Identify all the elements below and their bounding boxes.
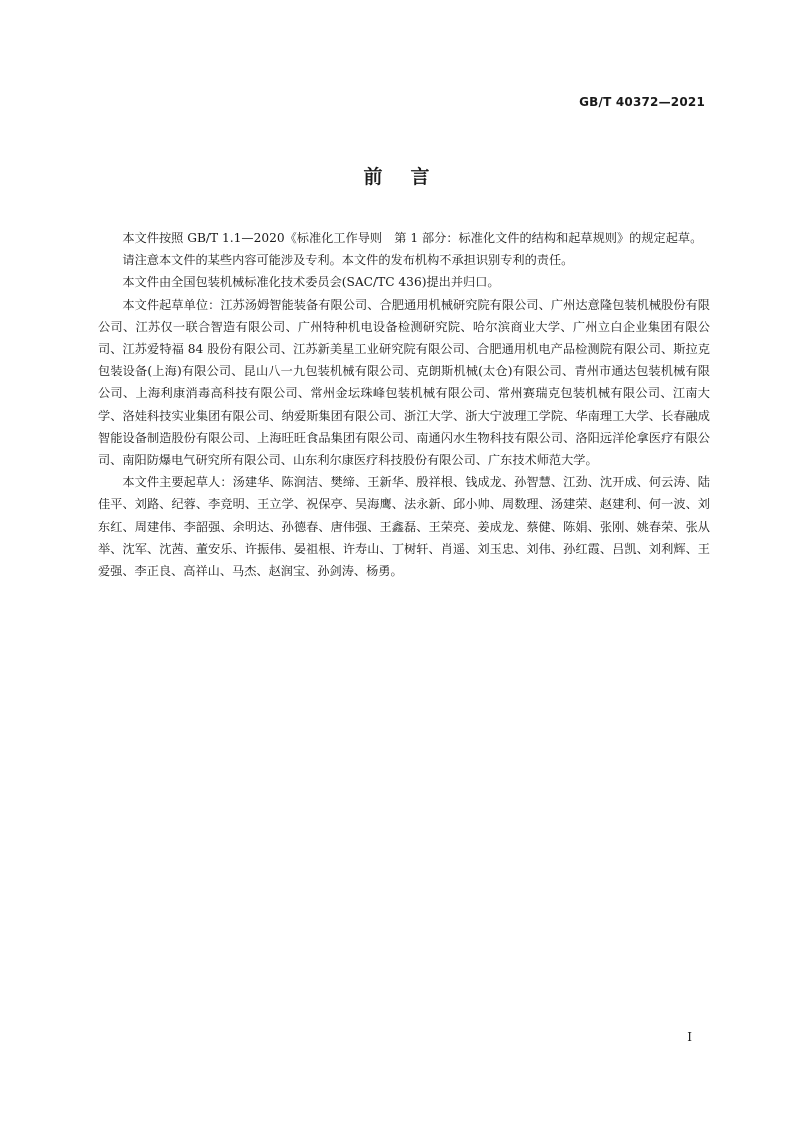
standard-number: GB/T 40372—2021	[579, 95, 705, 109]
page-title: 前言	[363, 166, 458, 188]
paragraph-drafting-units: 本文件起草单位：江苏汤姆智能装备有限公司、合肥通用机械研究院有限公司、广州达意隆包装机械股份有限公司、江苏仅一联合智造有限公司、广州特种机电设备检测研究院、哈尔滨商业大学、广州立白企业集团有限公司、江苏爱特福 84 股份有限公司、江苏新美星工业研究院有限公司、合肥通用机电产品检测院有限公司、斯拉克包装设备(上海)有限公司、昆山八一九包装机械有限公司、克朗斯机械(太仓)有限公司、青州市通达包装机械有限公司、上海利康消毒高科技有限公司、常州金坛珠峰包装机械有限公司、常州赛瑞克包装机械有限公司、江南大学、洛娃科技实业集团有限公司、纳爱斯集团有限公司、浙江大学、浙大宁波理工学院、华南理工大学、长春融成智能设备制造股份有限公司、上海旺旺食品集团有限公司、南通闪水生物科技有限公司、洛阳远洋伦拿医疗有限公司、南阳防爆电气研究所有限公司、山东利尔康医疗科技股份有限公司、广东技术师范大学。	[98, 297, 710, 468]
paragraph-patent-notice: 请注意本文件的某些内容可能涉及专利。本文件的发布机构不承担识别专利的责任。	[122, 253, 574, 268]
foreword-body	[98, 227, 710, 582]
page-number: I	[687, 1030, 692, 1044]
paragraph-drafting-rules: 本文件按照 GB/T 1.1—2020《标准化工作导则 第 1 部分：标准化文件的结构和起草规则》的规定起草。	[122, 231, 703, 245]
paragraph-drafters: 本文件主要起草人：汤建华、陈润洁、樊缔、王新华、殷祥根、钱成龙、孙智慧、江劲、沈开成、何云涛、陆佳平、刘路、纪蓉、李竞明、王立学、祝保亭、吴海鹰、法永新、邱小帅、周数理、汤建荣、赵建利、何一波、刘东红、周建伟、李韶强、余明达、孙德春、唐伟强、王鑫磊、王荣亮、姜成龙、蔡健、陈娟、张刚、姚春荣、张从举、沈军、沈茜、董安乐、许振伟、晏祖根、许寿山、丁树轩、肖遥、刘玉忠、刘伟、孙红霞、吕凯、刘利辉、王爱强、李正良、高祥山、马杰、赵润宝、孙剑涛、杨勇。	[98, 475, 710, 579]
paragraph-committee: 本文件由全国包装机械标准化技术委员会(SAC/TC 436)提出并归口。	[122, 275, 500, 290]
